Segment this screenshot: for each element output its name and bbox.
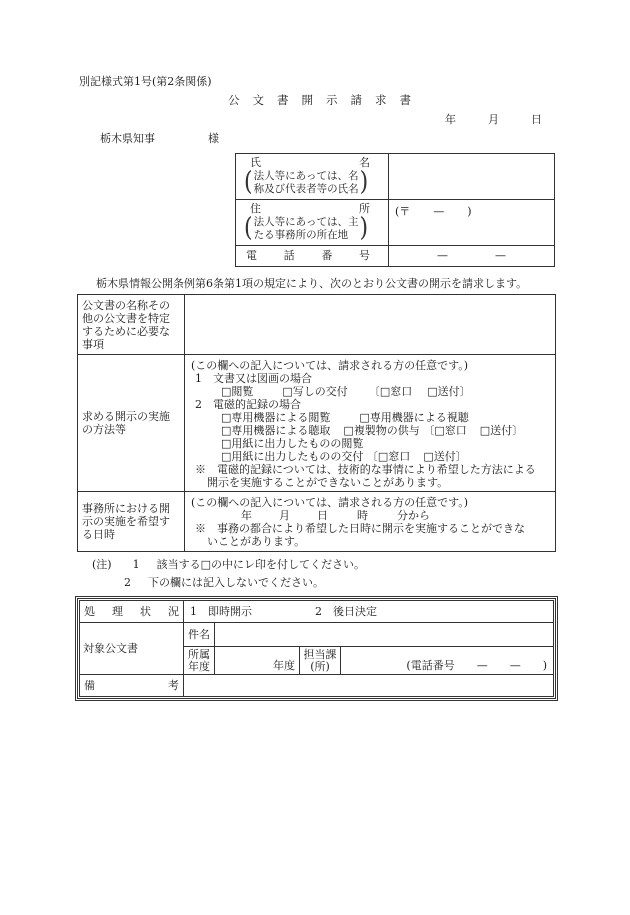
method-label-cell xyxy=(78,355,185,492)
remarks-label-char: 考 xyxy=(168,678,179,692)
status-option-later: 2 後日決定 xyxy=(315,604,377,618)
checkbox-print-view[interactable] xyxy=(221,437,231,450)
date-label-line: る日時 xyxy=(82,528,115,541)
opt-device-watch-label: 専用機器による視聴 xyxy=(369,411,469,424)
year-label-cell xyxy=(184,647,215,675)
sub-open-3: 〔 xyxy=(366,450,378,463)
address-note-2: たる事務所の所在地 xyxy=(253,229,349,242)
phone-label-char: 号 xyxy=(358,249,370,263)
phone-input[interactable] xyxy=(389,246,555,267)
remarks-label-cell xyxy=(80,675,184,697)
note-prefix: (注) xyxy=(92,558,112,571)
form-title: 公文書開示請求書 xyxy=(228,93,424,107)
address-input[interactable] xyxy=(389,200,555,246)
phone-label-char: 話 xyxy=(283,249,295,263)
checkbox-replica[interactable] xyxy=(343,424,353,437)
document-label-line: 事項 xyxy=(82,337,104,351)
opt-copy-label: 写しの交付 xyxy=(292,385,348,398)
section-value xyxy=(341,647,554,675)
remarks-value xyxy=(184,675,554,697)
section-label-2: (所) xyxy=(310,659,330,673)
item-name-label: 件名 xyxy=(188,627,210,641)
checkbox-device-view[interactable] xyxy=(221,411,231,424)
remarks-label xyxy=(80,679,183,692)
checkbox-print-copy[interactable] xyxy=(221,450,231,463)
method-item1-title: 1 文書又は図画の場合 xyxy=(195,372,312,385)
phone-dash-2: — xyxy=(495,249,506,263)
date-remark-2: いことがあります。 xyxy=(207,535,306,548)
date-hour-unit: 時 xyxy=(357,509,368,522)
sub-open-1: 〔 xyxy=(368,385,380,398)
item-name-value xyxy=(215,623,554,647)
document-label xyxy=(82,299,180,351)
target-label: 対象公文書 xyxy=(83,641,138,655)
status-label-char: 況 xyxy=(168,604,179,618)
checkbox-device-watch[interactable] xyxy=(359,411,369,424)
date-day-label: 日 xyxy=(531,113,542,126)
note-2-num: 2 xyxy=(124,576,131,589)
remarks-label-char: 備 xyxy=(84,678,95,692)
sub-counter-label-3: 窓口 xyxy=(388,450,411,463)
opt-print-view-label: 用紙に出力したものの閲覧 xyxy=(231,437,364,450)
section-phone: (電話番号 — — ) xyxy=(406,658,547,672)
method-label xyxy=(82,410,180,436)
note-2 xyxy=(124,576,324,589)
date-input-cell[interactable] xyxy=(185,492,556,552)
date-month-unit: 月 xyxy=(279,509,290,522)
method-label-line: 求める開示の実施 xyxy=(82,410,170,423)
status-label-char: 理 xyxy=(112,604,123,618)
opt-device-listen-label: 専用機器による聴取 xyxy=(231,424,331,437)
date-day-unit: 日 xyxy=(317,509,328,522)
date-note: (この欄への記入については、請求される方の任意です。) xyxy=(191,496,468,509)
checkbox-replica-counter[interactable] xyxy=(434,424,444,437)
checkbox-print-mail[interactable] xyxy=(423,450,433,463)
phone-dash-1: — xyxy=(437,249,448,263)
form-number: 別記様式第1号(第2条関係) xyxy=(79,75,212,88)
postal-prefix: (〒 xyxy=(395,205,411,218)
year-unit: 年度 xyxy=(273,658,295,672)
checkbox-replica-mail[interactable] xyxy=(480,424,490,437)
name-note-2: 称及び代表者等の氏名 xyxy=(253,183,359,196)
year-label-2: 年度 xyxy=(188,659,210,673)
sub-close-3: 〕 xyxy=(455,450,467,463)
date-minute-unit: 分から xyxy=(397,509,430,522)
checkbox-copy[interactable] xyxy=(282,385,292,398)
phone-label-char: 電 xyxy=(246,249,257,263)
date-label xyxy=(82,502,180,541)
date-label-cell xyxy=(78,492,185,552)
opt-device-view-label: 専用機器による閲覧 xyxy=(231,411,331,424)
date-year-label: 年 xyxy=(445,113,456,126)
item-name-label-cell xyxy=(184,623,215,647)
sub-mail-label-1: 送付 xyxy=(437,385,460,398)
intro-text: 栃木県情報公開条例第6条第1項の規定により、次のとおり公文書の開示を請求します。 xyxy=(96,277,528,290)
checkbox-device-listen[interactable] xyxy=(221,424,231,437)
date-line xyxy=(445,113,542,126)
section-label-cell xyxy=(300,647,341,675)
sub-open-2: 〔 xyxy=(423,424,435,437)
addressee-honorific: 様 xyxy=(208,132,219,145)
status-option-immediate: 1 即時開示 xyxy=(190,604,252,618)
note-1 xyxy=(92,558,365,571)
phone-label-char: 番 xyxy=(321,249,333,263)
method-remark-2: 開示を実施することができないことがあります。 xyxy=(207,476,449,489)
date-label-line: 事務所における開 xyxy=(82,502,170,515)
status-label-char: 状 xyxy=(140,604,151,618)
applicant-table xyxy=(235,153,555,267)
status-label-cell xyxy=(80,601,184,623)
checkbox-print-counter[interactable] xyxy=(378,450,388,463)
method-item2-title: 2 電磁的記録の場合 xyxy=(195,398,301,411)
document-label-line: するために必要な xyxy=(82,324,170,338)
date-label-line: 示の実施を希望す xyxy=(82,515,170,528)
opt-view-label: 閲覧 xyxy=(231,385,254,398)
method-label-line: の方法等 xyxy=(82,423,126,436)
address-label-cell: 住 所 ( 法人等にあっては、主 たる事務所の所在地 ) xyxy=(236,200,389,246)
status-label-char: 処 xyxy=(84,604,95,618)
document-label-line: 公文書の名称その xyxy=(82,298,170,312)
sub-mail-label-2: 送付 xyxy=(490,424,513,437)
address-label: 住 所 xyxy=(250,201,370,215)
date-year-unit: 年 xyxy=(241,509,252,522)
note-2-text: 下の欄には記入しないでください。 xyxy=(148,576,324,589)
date-remark-1: ※ 事務の都合により希望した日時に開示を実施することができな xyxy=(195,522,525,535)
phone-label xyxy=(236,249,388,262)
name-input[interactable] xyxy=(389,154,555,200)
year-value xyxy=(215,647,300,675)
method-remark-1: ※ 電磁的記録については、技術的な事情により希望した方法による xyxy=(195,463,536,476)
status-label xyxy=(80,605,183,618)
status-options-cell xyxy=(184,601,554,623)
request-table xyxy=(77,294,556,552)
section-label-1: 担当課 xyxy=(303,647,337,661)
name-label: 氏 名 xyxy=(250,155,370,169)
checkbox-view[interactable] xyxy=(221,385,231,398)
name-label-cell: 氏 名 ( 法人等にあっては、名 称及び代表者等の氏名 ) xyxy=(236,154,389,200)
checkbox-copy-counter[interactable] xyxy=(380,385,390,398)
date-month-label: 月 xyxy=(488,113,499,126)
target-label-cell xyxy=(80,623,184,675)
document-label-cell xyxy=(78,295,185,355)
addressee xyxy=(100,132,219,145)
postal-dash: — xyxy=(433,205,445,218)
sub-mail-label-3: 送付 xyxy=(433,450,456,463)
note-1-num: 1 xyxy=(132,558,140,571)
method-note: (この欄への記入については、請求される方の任意です。) xyxy=(191,359,468,372)
checkbox-copy-mail[interactable] xyxy=(427,385,437,398)
phone-label-cell xyxy=(236,246,389,267)
addressee-name: 栃木県知事 xyxy=(100,132,155,145)
note-1-text: 該当する□の中にレ印を付してください。 xyxy=(156,558,365,571)
postal-suffix: ) xyxy=(467,205,472,218)
method-options-cell xyxy=(185,355,556,492)
name-note-1: 法人等にあっては、名 xyxy=(253,170,359,183)
opt-print-copy-label: 用紙に出力したものの交付 xyxy=(231,450,364,463)
year-label-1: 所属 xyxy=(188,647,210,661)
opt-replica-label: 複製物の供与 xyxy=(353,424,420,437)
sub-counter-label-2: 窓口 xyxy=(444,424,467,437)
office-table xyxy=(79,600,554,697)
sub-close-1: 〕 xyxy=(459,385,471,398)
document-label-line: 他の公文書を特定 xyxy=(82,311,170,325)
address-note-1: 法人等にあっては、主 xyxy=(253,216,359,229)
sub-close-2: 〕 xyxy=(512,424,524,437)
document-input[interactable] xyxy=(185,295,556,355)
sub-counter-label-1: 窓口 xyxy=(390,385,413,398)
